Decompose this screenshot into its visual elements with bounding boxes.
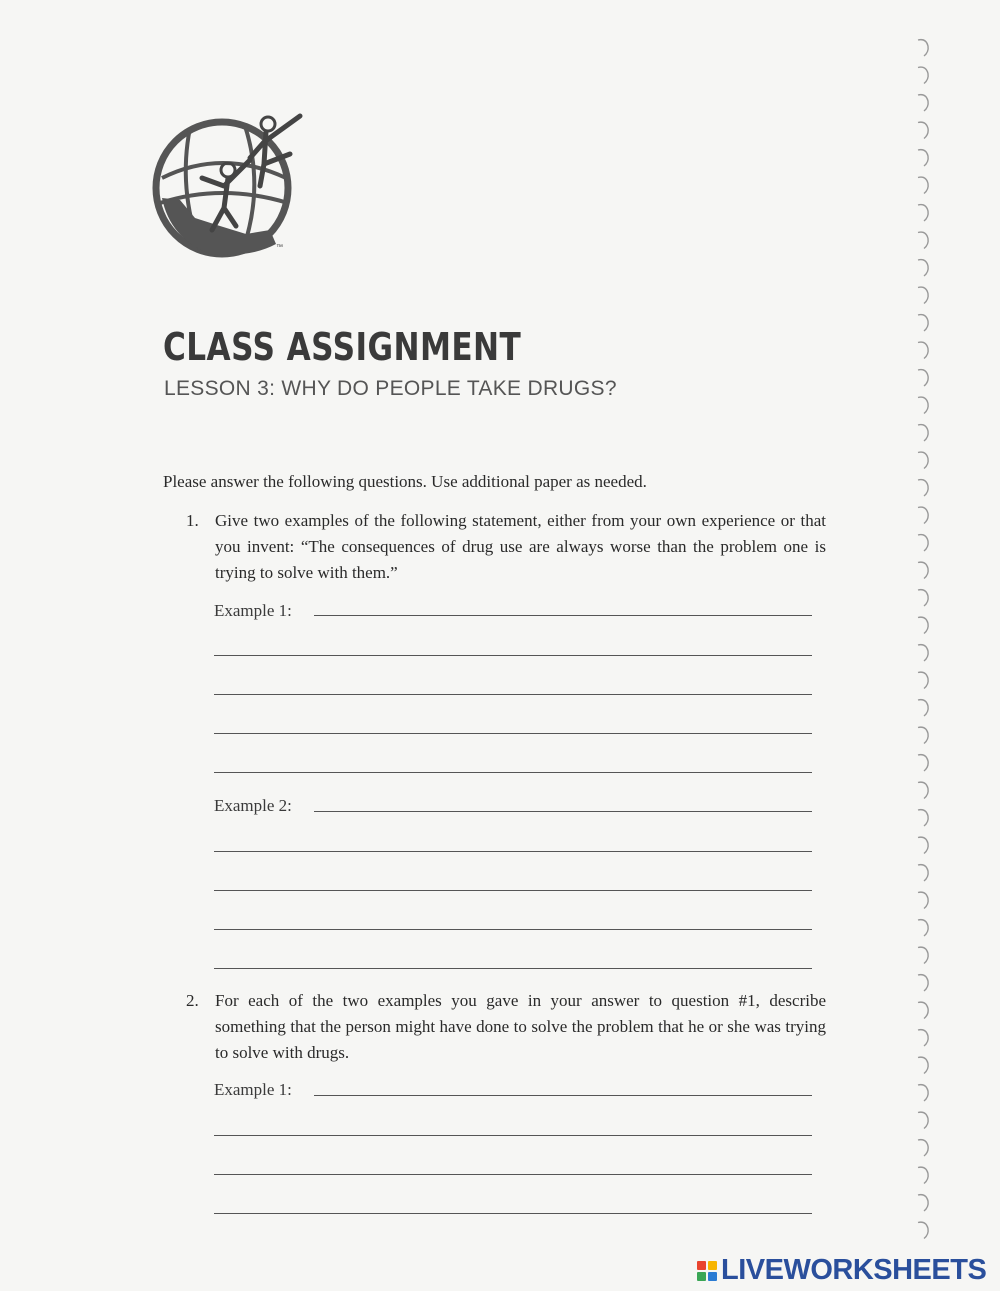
binding-hole-mark [918,672,928,688]
binding-hole-mark [918,865,928,881]
binding-hole-mark [918,1195,928,1211]
binding-hole-mark [918,837,928,853]
question-1 [186,508,826,586]
question-2 [186,988,826,1066]
answer-line[interactable] [214,890,812,891]
binding-hole-mark [918,755,928,771]
binding-hole-mark [918,425,928,441]
binding-hole-mark [918,260,928,276]
binding-hole-mark [918,315,928,331]
binding-hole-mark [918,177,928,193]
instructions-text: Please answer the following questions. Use additional paper as needed. [163,472,647,491]
answer-line[interactable] [214,733,812,734]
question-text: For each of the two examples you gave in your answer to question #1, describe something that the person might have done to solve the problem that he or she was trying to solve with drugs. [215,991,826,1062]
lesson-subtitle: LESSON 3: WHY DO PEOPLE TAKE DRUGS? [164,377,617,400]
answer-line[interactable] [214,1135,812,1136]
binding-hole-mark [918,1112,928,1128]
binding-hole-mark [918,535,928,551]
binding-hole-mark [918,1140,928,1156]
answer-line[interactable] [214,1174,812,1175]
binding-hole-mark [918,700,928,716]
binding-hole-mark [918,1057,928,1073]
binding-hole-mark [918,370,928,386]
binding-hole-mark [918,1222,928,1238]
binding-hole-mark [918,95,928,111]
answer-line[interactable] [214,1213,812,1214]
binding-hole-mark [918,1085,928,1101]
binding-hole-mark [918,590,928,606]
binding-hole-mark [918,507,928,523]
answer-line[interactable] [214,968,812,969]
binding-hole-mark [918,287,928,303]
binding-hole-mark [918,342,928,358]
answer-line[interactable] [214,929,812,930]
page-title: CLASS ASSIGNMENT [163,325,522,369]
binding-hole-mark [918,947,928,963]
binding-hole-mark [918,645,928,661]
trademark-mark: ™ [276,244,283,251]
binding-hole-mark [918,727,928,743]
binding-hole-mark [918,232,928,248]
binding-hole-mark [918,1030,928,1046]
answer-line[interactable] [314,1095,812,1096]
question-text: Give two examples of the following statement, either from your own experience or that you invent: “The consequences of drug use are always worse than the problem one is trying to solve with them.” [215,511,826,582]
example-label: Example 2: [214,796,292,815]
binding-hole-mark [918,975,928,991]
liveworksheets-logo-icon [697,1261,717,1281]
binding-hole-mark [918,782,928,798]
spiral-binding-marks [900,30,960,1260]
binding-hole-mark [918,122,928,138]
answer-line[interactable] [314,615,812,616]
question-number: 2. [186,991,199,1010]
question-number: 1. [186,511,199,530]
binding-hole-mark [918,397,928,413]
binding-hole-mark [918,920,928,936]
binding-hole-mark [918,892,928,908]
binding-hole-mark [918,452,928,468]
answer-line[interactable] [214,851,812,852]
binding-hole-mark [918,480,928,496]
binding-hole-mark [918,617,928,633]
example-label: Example 1: [214,1080,292,1099]
binding-hole-mark [918,67,928,83]
binding-hole-mark [918,40,928,56]
binding-hole-mark [918,150,928,166]
binding-hole-mark [918,1002,928,1018]
answer-line[interactable] [214,772,812,773]
answer-line[interactable] [214,694,812,695]
binding-hole-mark [918,205,928,221]
answer-line[interactable] [314,811,812,812]
binding-hole-mark [918,562,928,578]
example-label: Example 1: [214,601,292,620]
liveworksheets-wordmark: LIVEWORKSHEETS [721,1254,987,1286]
liveworksheets-watermark [697,1254,986,1287]
answer-line[interactable] [214,655,812,656]
globe-figures-logo [150,108,320,258]
binding-hole-mark [918,1167,928,1183]
binding-hole-mark [918,810,928,826]
